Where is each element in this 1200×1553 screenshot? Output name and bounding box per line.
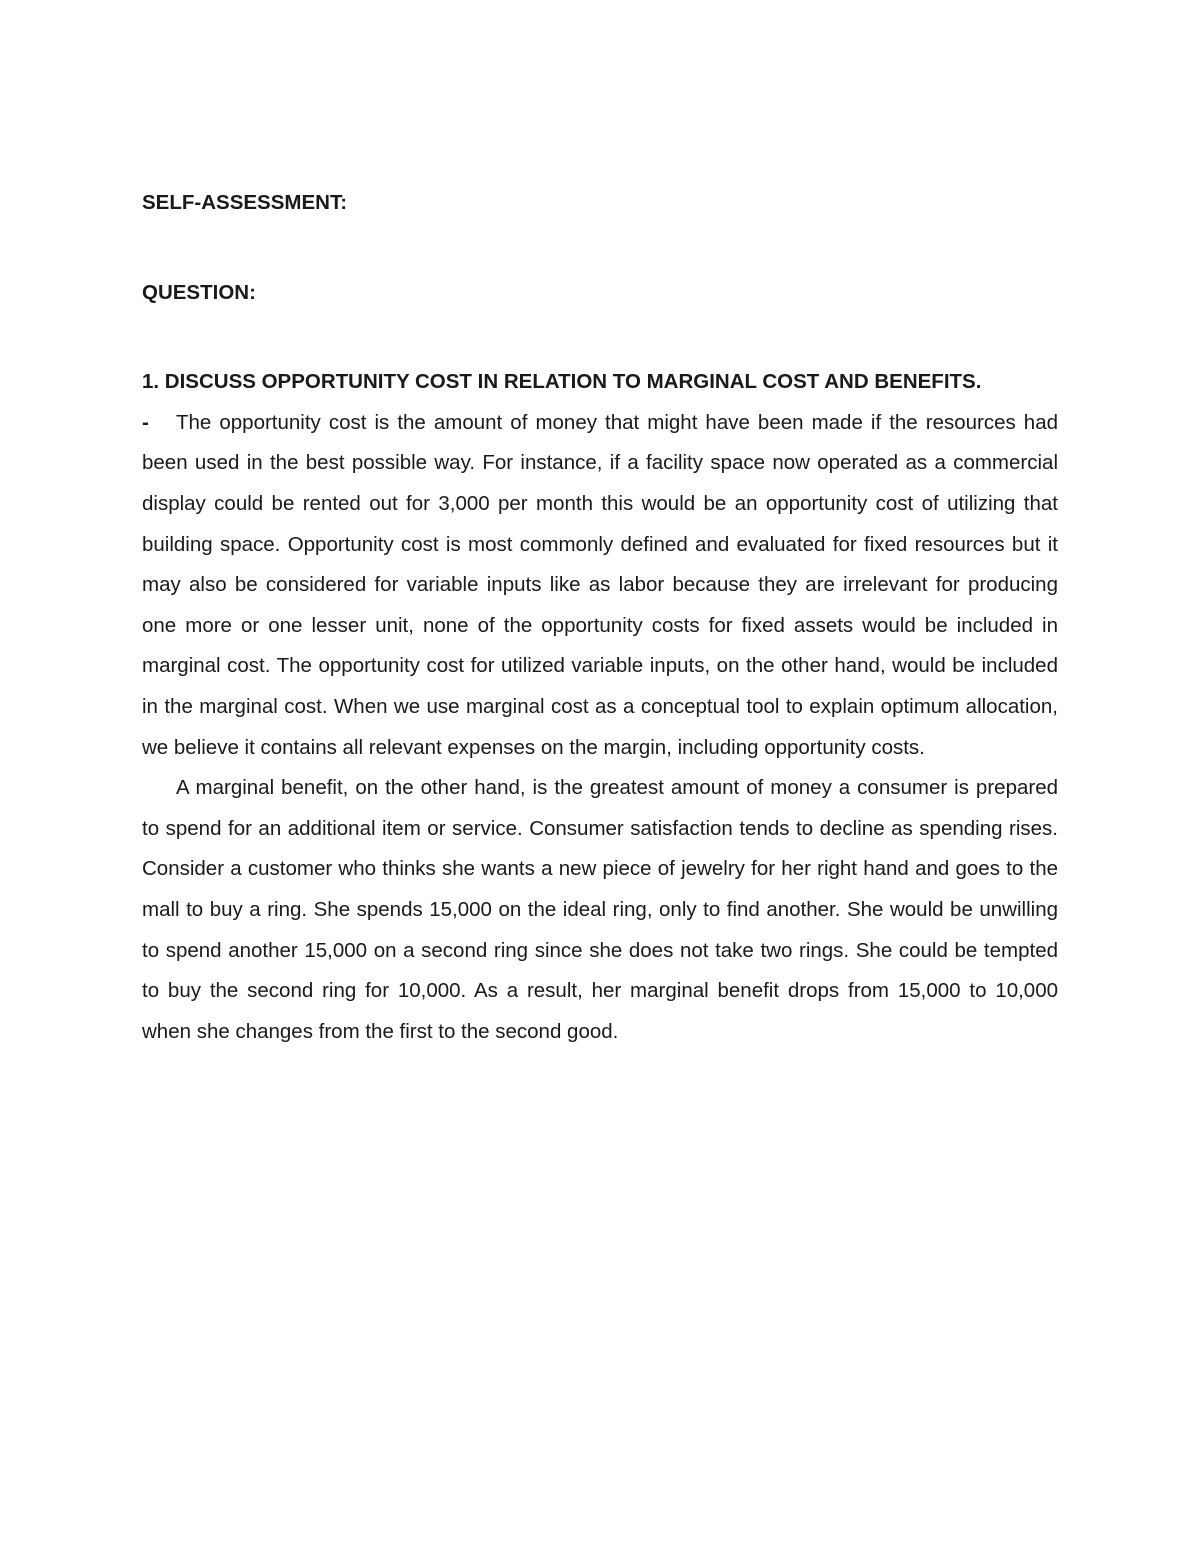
answer-paragraph-2-text: A marginal benefit, on the other hand, is the greatest amount of money a consumer is prepared to spend for an additional item or service. Consumer satisfaction tends to decline as spending rises. Consider a customer who thinks she wants a new piece of jewelry for her right hand and goes to the mall to buy a ring. She spends 15,000 on the ideal ring, only to find another. She would be unwilling to spend another 15,000 on a second ring since she does not take two rings. She could be tempted to buy the second ring for 10,000. As a result, her marginal benefit drops from 15,000 to 10,000 when she changes from the first to the second good.	[142, 776, 1058, 1043]
spacer	[142, 224, 1058, 273]
answer-paragraph-1-text: The opportunity cost is the amount of money that might have been made if the resources had been used in the best possible way. For instance, if a facility space now operated as a commercial display could be rented out for 3,000 per month this would be an opportunity cost of utilizing that building space. Opportunity cost is most commonly defined and evaluated for fixed resources but it may also be considered for variable inputs like as labor because they are irrelevant for producing one more or one lesser unit, none of the opportunity costs for fixed assets would be included in marginal cost. The opportunity cost for utilized variable inputs, on the other hand, would be included in the marginal cost. When we use marginal cost as a conceptual tool to explain optimum allocation, we believe it contains all relevant expenses on the margin, including opportunity costs.	[142, 410, 1058, 759]
answer-paragraph-1	[142, 403, 1058, 768]
bullet-marker: -	[142, 410, 149, 434]
answer-paragraph-2	[142, 768, 1058, 1052]
spacer	[142, 313, 1058, 362]
question-title: 1. DISCUSS OPPORTUNITY COST IN RELATION TO MARGINAL COST AND BENEFITS.	[142, 370, 982, 394]
document-content	[142, 183, 1058, 1052]
section-heading: SELF-ASSESSMENT:	[142, 191, 348, 214]
question-heading: QUESTION:	[142, 280, 256, 304]
